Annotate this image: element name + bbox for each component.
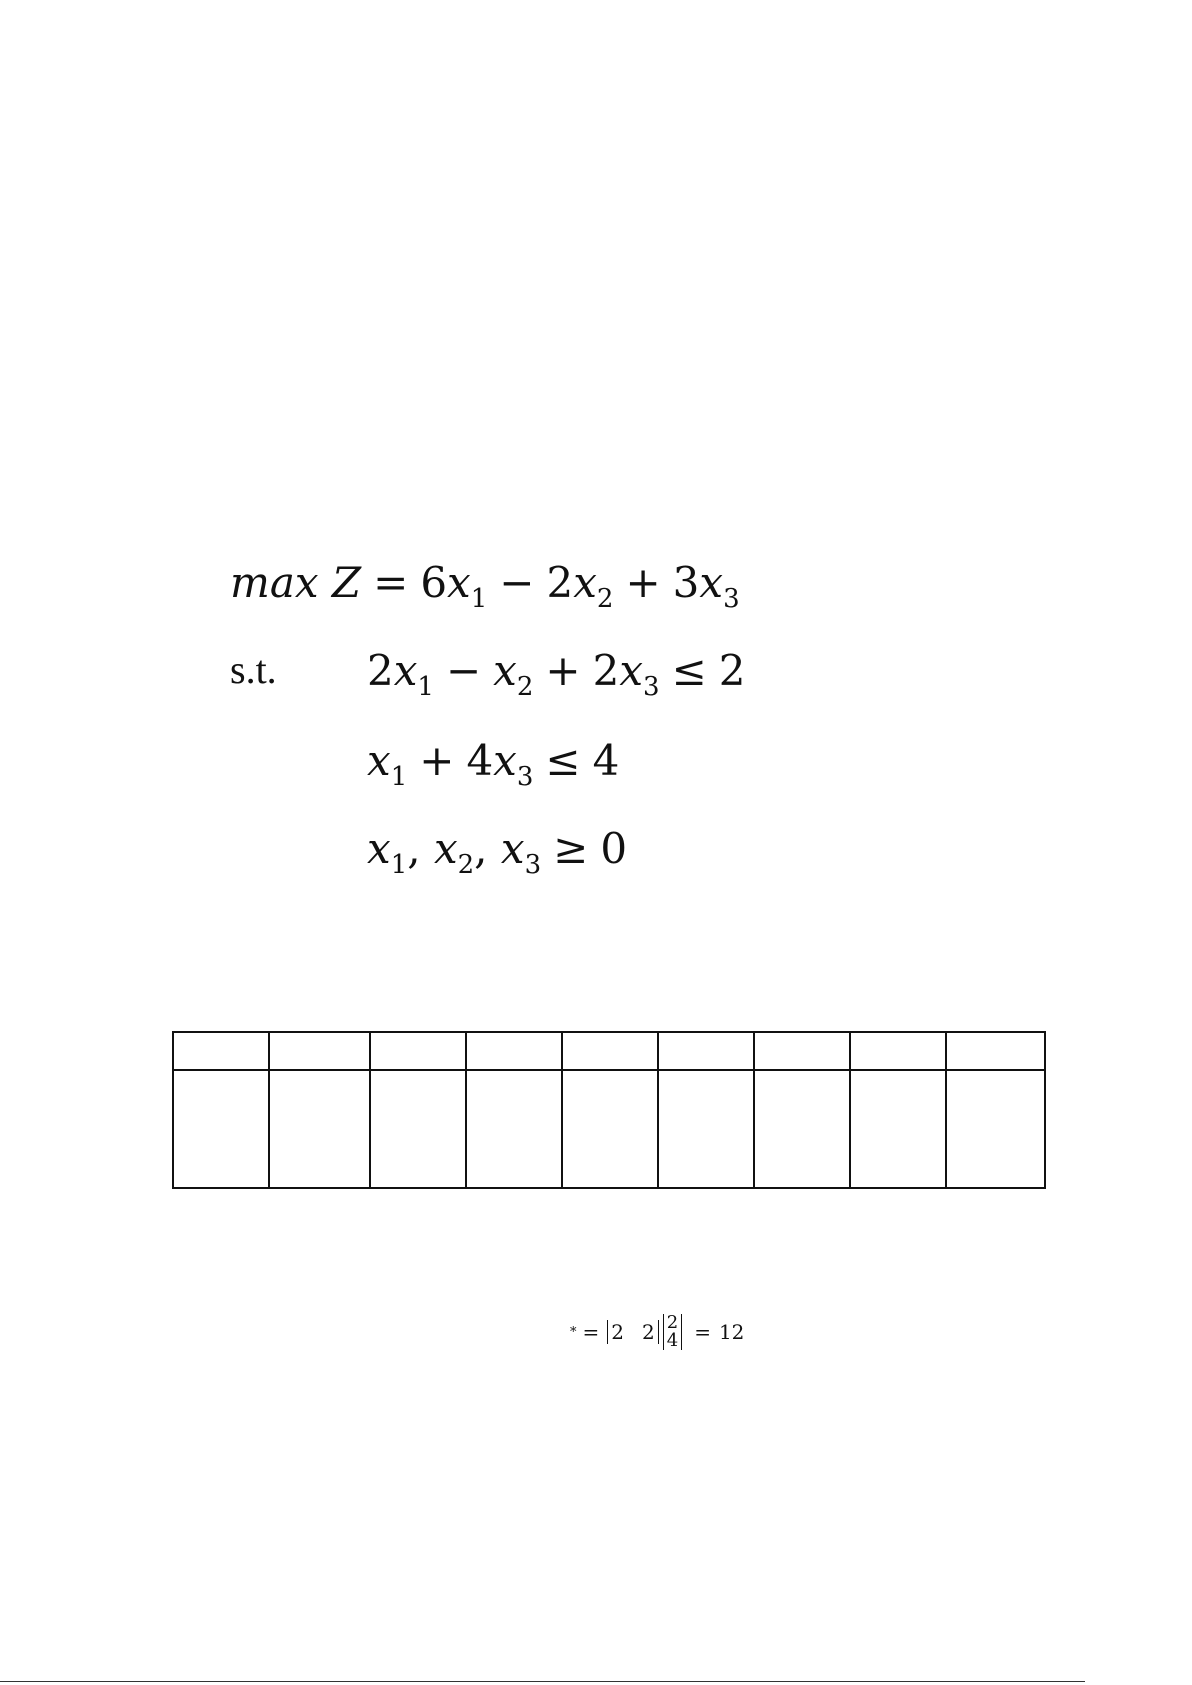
c2-op-1: + (419, 736, 455, 785)
column-vector (663, 1314, 682, 1350)
row-vector-b: 2 (642, 1320, 655, 1344)
subject-to-label: s.t. (230, 647, 277, 692)
c3-var-2: x (433, 824, 458, 873)
tableau-cell (946, 1032, 1045, 1070)
objective-lhs: Z (331, 558, 362, 607)
obj-op-2: − (499, 558, 535, 607)
column-vector-a: 2 (666, 1312, 679, 1333)
tableau-cell (850, 1070, 946, 1188)
objective-keyword: max (230, 558, 319, 607)
c1-coef-3: 2 (592, 646, 620, 695)
tableau-cell (173, 1070, 269, 1188)
tableau-cell (269, 1070, 370, 1188)
c1-sub-2: 2 (516, 672, 534, 702)
obj-var-1: x (447, 558, 471, 607)
obj-coef-2: 2 (546, 558, 574, 607)
c3-var-3: x (500, 824, 525, 873)
result-equals-1: = (582, 1320, 600, 1344)
c2-var-2: x (493, 736, 517, 785)
c1-op-1: − (445, 646, 482, 695)
constraint-1 (367, 646, 746, 702)
c3-comma-2: , (474, 824, 501, 873)
tableau-cell (754, 1032, 850, 1070)
c1-rel: ≤ (671, 646, 707, 695)
obj-sub-1: 1 (470, 584, 488, 614)
constraint-nonnegativity (367, 824, 628, 880)
c1-var-2: x (493, 646, 517, 695)
c3-sub-3: 3 (524, 850, 542, 880)
tableau-header-row (173, 1032, 1045, 1070)
tableau-cell (562, 1070, 658, 1188)
c2-coef-2: 4 (466, 736, 494, 785)
obj-coef-3: 3 (672, 558, 700, 607)
page-bottom-rule (0, 1681, 1085, 1682)
c3-sub-2: 2 (457, 850, 475, 880)
obj-coef-1: 6 (420, 558, 448, 607)
c1-rhs: 2 (718, 646, 746, 695)
tableau-cell (562, 1032, 658, 1070)
c1-sub-3: 3 (643, 672, 660, 702)
tableau-cell (370, 1070, 466, 1188)
c3-rhs: 0 (600, 824, 628, 873)
obj-var-3: x (699, 558, 724, 607)
c2-var-1: x (367, 736, 391, 785)
c2-sub-1: 1 (390, 762, 408, 792)
obj-var-2: x (573, 558, 597, 607)
c1-var-1: x (393, 646, 418, 695)
constraint-2 (367, 736, 620, 792)
c2-rhs: 4 (592, 736, 620, 785)
tableau-cell (269, 1032, 370, 1070)
tableau-cell (754, 1070, 850, 1188)
c3-sub-1: 1 (390, 850, 408, 880)
simplex-tableau-grid (172, 1031, 1046, 1189)
tableau-cell (466, 1032, 562, 1070)
tableau-cell (946, 1070, 1045, 1188)
tableau-body-row (173, 1070, 1045, 1188)
column-vector-b: 4 (666, 1330, 679, 1351)
c3-rel: ≥ (553, 824, 589, 873)
c3-comma-1: , (407, 824, 434, 873)
result-star: * (570, 1324, 577, 1340)
tableau-cell (370, 1032, 466, 1070)
c1-var-3: x (619, 646, 644, 695)
row-vector (607, 1320, 658, 1344)
c3-var-1: x (367, 824, 391, 873)
optimal-value-equation (570, 1314, 744, 1350)
objective-function (230, 558, 740, 614)
c1-op-2: + (545, 646, 581, 695)
objective-equals: = (373, 558, 409, 607)
obj-sub-2: 2 (596, 584, 614, 614)
tableau-cell (850, 1032, 946, 1070)
obj-sub-3: 3 (723, 584, 740, 614)
result-equals-2: = (694, 1320, 711, 1344)
result-value: 12 (718, 1320, 745, 1344)
c1-coef-1: 2 (367, 646, 394, 695)
row-vector-a: 2 (611, 1320, 624, 1344)
c2-sub-2: 3 (516, 762, 534, 792)
tableau-cell (173, 1032, 269, 1070)
obj-op-3: + (625, 558, 661, 607)
tableau-cell (658, 1032, 754, 1070)
c2-rel: ≤ (545, 736, 581, 785)
tableau-cell (466, 1070, 562, 1188)
c1-sub-1: 1 (417, 672, 434, 702)
tableau-cell (658, 1070, 754, 1188)
